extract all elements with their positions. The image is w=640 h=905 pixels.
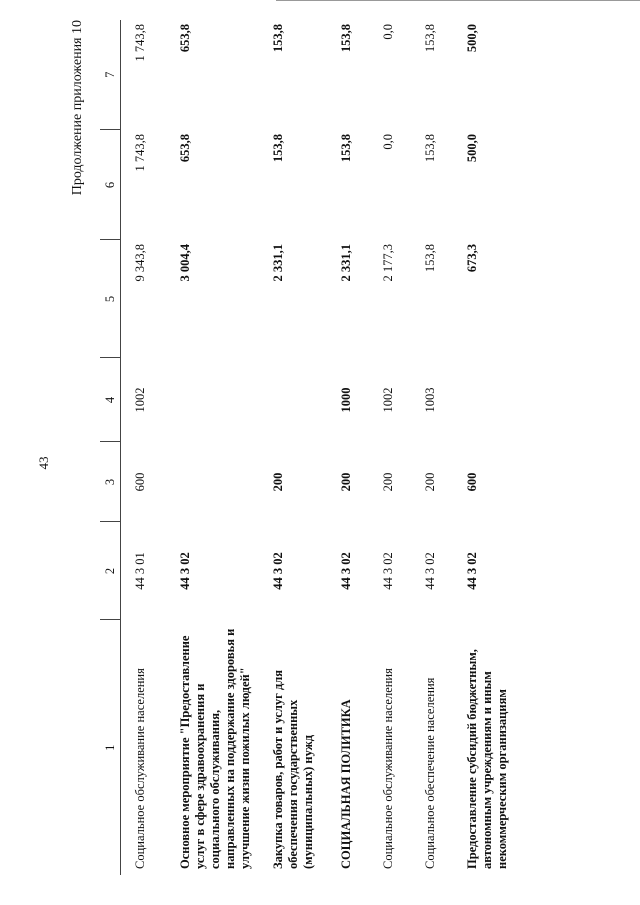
row-value-7: 153,8	[422, 24, 437, 53]
row-vr: 200	[338, 472, 353, 492]
header-cell: 5	[100, 240, 121, 358]
row-csr: 44 3 02	[177, 552, 192, 590]
header-cell: 7	[100, 20, 121, 130]
row-value-6: 153,8	[422, 134, 437, 163]
row-value-7: 153,8	[338, 24, 353, 53]
row-value-7: 0,0	[380, 24, 395, 40]
row-value-5: 2 331,1	[270, 244, 285, 282]
table-row	[411, 20, 453, 875]
row-vr	[166, 442, 259, 522]
row-name: Социальное обслуживание населения	[133, 668, 147, 869]
row-value-6: 500,0	[464, 134, 479, 163]
table-row	[327, 20, 369, 875]
rotated-content	[70, 20, 600, 875]
table-row	[166, 20, 259, 875]
row-rz	[453, 358, 537, 442]
row-value-5: 153,8	[422, 244, 437, 273]
top-rule	[276, 0, 640, 1]
row-value-7: 153,8	[270, 24, 285, 53]
budget-table	[100, 20, 537, 875]
row-csr: 44 3 02	[338, 552, 353, 590]
row-value-6: 153,8	[338, 134, 353, 163]
table-row	[259, 20, 327, 875]
header-cell: 4	[100, 358, 121, 442]
row-vr: 200	[270, 472, 285, 492]
row-name: Социальное обслуживание населения	[380, 668, 395, 869]
table-row	[453, 20, 537, 875]
row-rz	[259, 358, 327, 442]
row-rz: 1002	[133, 387, 147, 413]
row-value-6: 653,8	[177, 134, 192, 163]
row-value-5: 2 331,1	[338, 244, 353, 282]
row-vr: 200	[380, 472, 395, 492]
row-vr: 600	[464, 472, 479, 492]
row-name: Закупка товаров, работ и услуг для обеспечения государственных (муниципальных) нужд	[270, 669, 315, 869]
row-csr: 44 3 02	[380, 552, 395, 590]
row-csr: 44 3 01	[133, 552, 147, 590]
row-csr: 44 3 02	[422, 552, 437, 590]
row-name: Основное мероприятие "Предоставление услуг в сфере здравоохранения и социального обслуживания, направленных на поддержание здоровья и улучшение жизни пожилых людей"	[177, 628, 252, 869]
header-cell: 3	[100, 442, 121, 522]
row-rz	[166, 358, 259, 442]
row-csr: 44 3 02	[270, 552, 285, 590]
row-value-6: 0,0	[380, 134, 395, 150]
row-value-5: 2 177,3	[380, 244, 395, 282]
row-value-7: 653,8	[177, 24, 192, 53]
header-cell: 1	[100, 620, 121, 875]
continuation-label: Продолжение приложения 10	[70, 20, 85, 196]
page-number: 43	[36, 456, 51, 470]
row-value-7: 1 743,8	[133, 24, 147, 62]
row-rz: 1000	[338, 387, 353, 413]
header-cell: 6	[100, 130, 121, 240]
row-value-5: 9 343,8	[133, 244, 147, 282]
row-name: СОЦИАЛЬНАЯ ПОЛИТИКА	[338, 699, 353, 869]
row-value-7: 500,0	[464, 24, 479, 53]
row-value-6: 153,8	[270, 134, 285, 163]
header-cell: 2	[100, 522, 121, 620]
row-vr: 200	[422, 472, 437, 492]
row-rz: 1002	[380, 387, 395, 413]
header-row	[100, 20, 121, 875]
row-value-6: 1 743,8	[133, 134, 147, 172]
row-name: Социальное обеспечение населения	[422, 677, 437, 869]
row-name: Предоставление субсидий бюджетным, автономным учреждениям и иным некоммерческим организациям	[464, 649, 509, 869]
table-row	[121, 20, 166, 875]
row-value-5: 3 004,4	[177, 244, 192, 282]
row-vr: 600	[133, 472, 147, 492]
row-csr: 44 3 02	[464, 552, 479, 590]
row-rz: 1003	[422, 387, 437, 413]
row-value-5: 673,3	[464, 244, 479, 273]
table-row	[369, 20, 411, 875]
